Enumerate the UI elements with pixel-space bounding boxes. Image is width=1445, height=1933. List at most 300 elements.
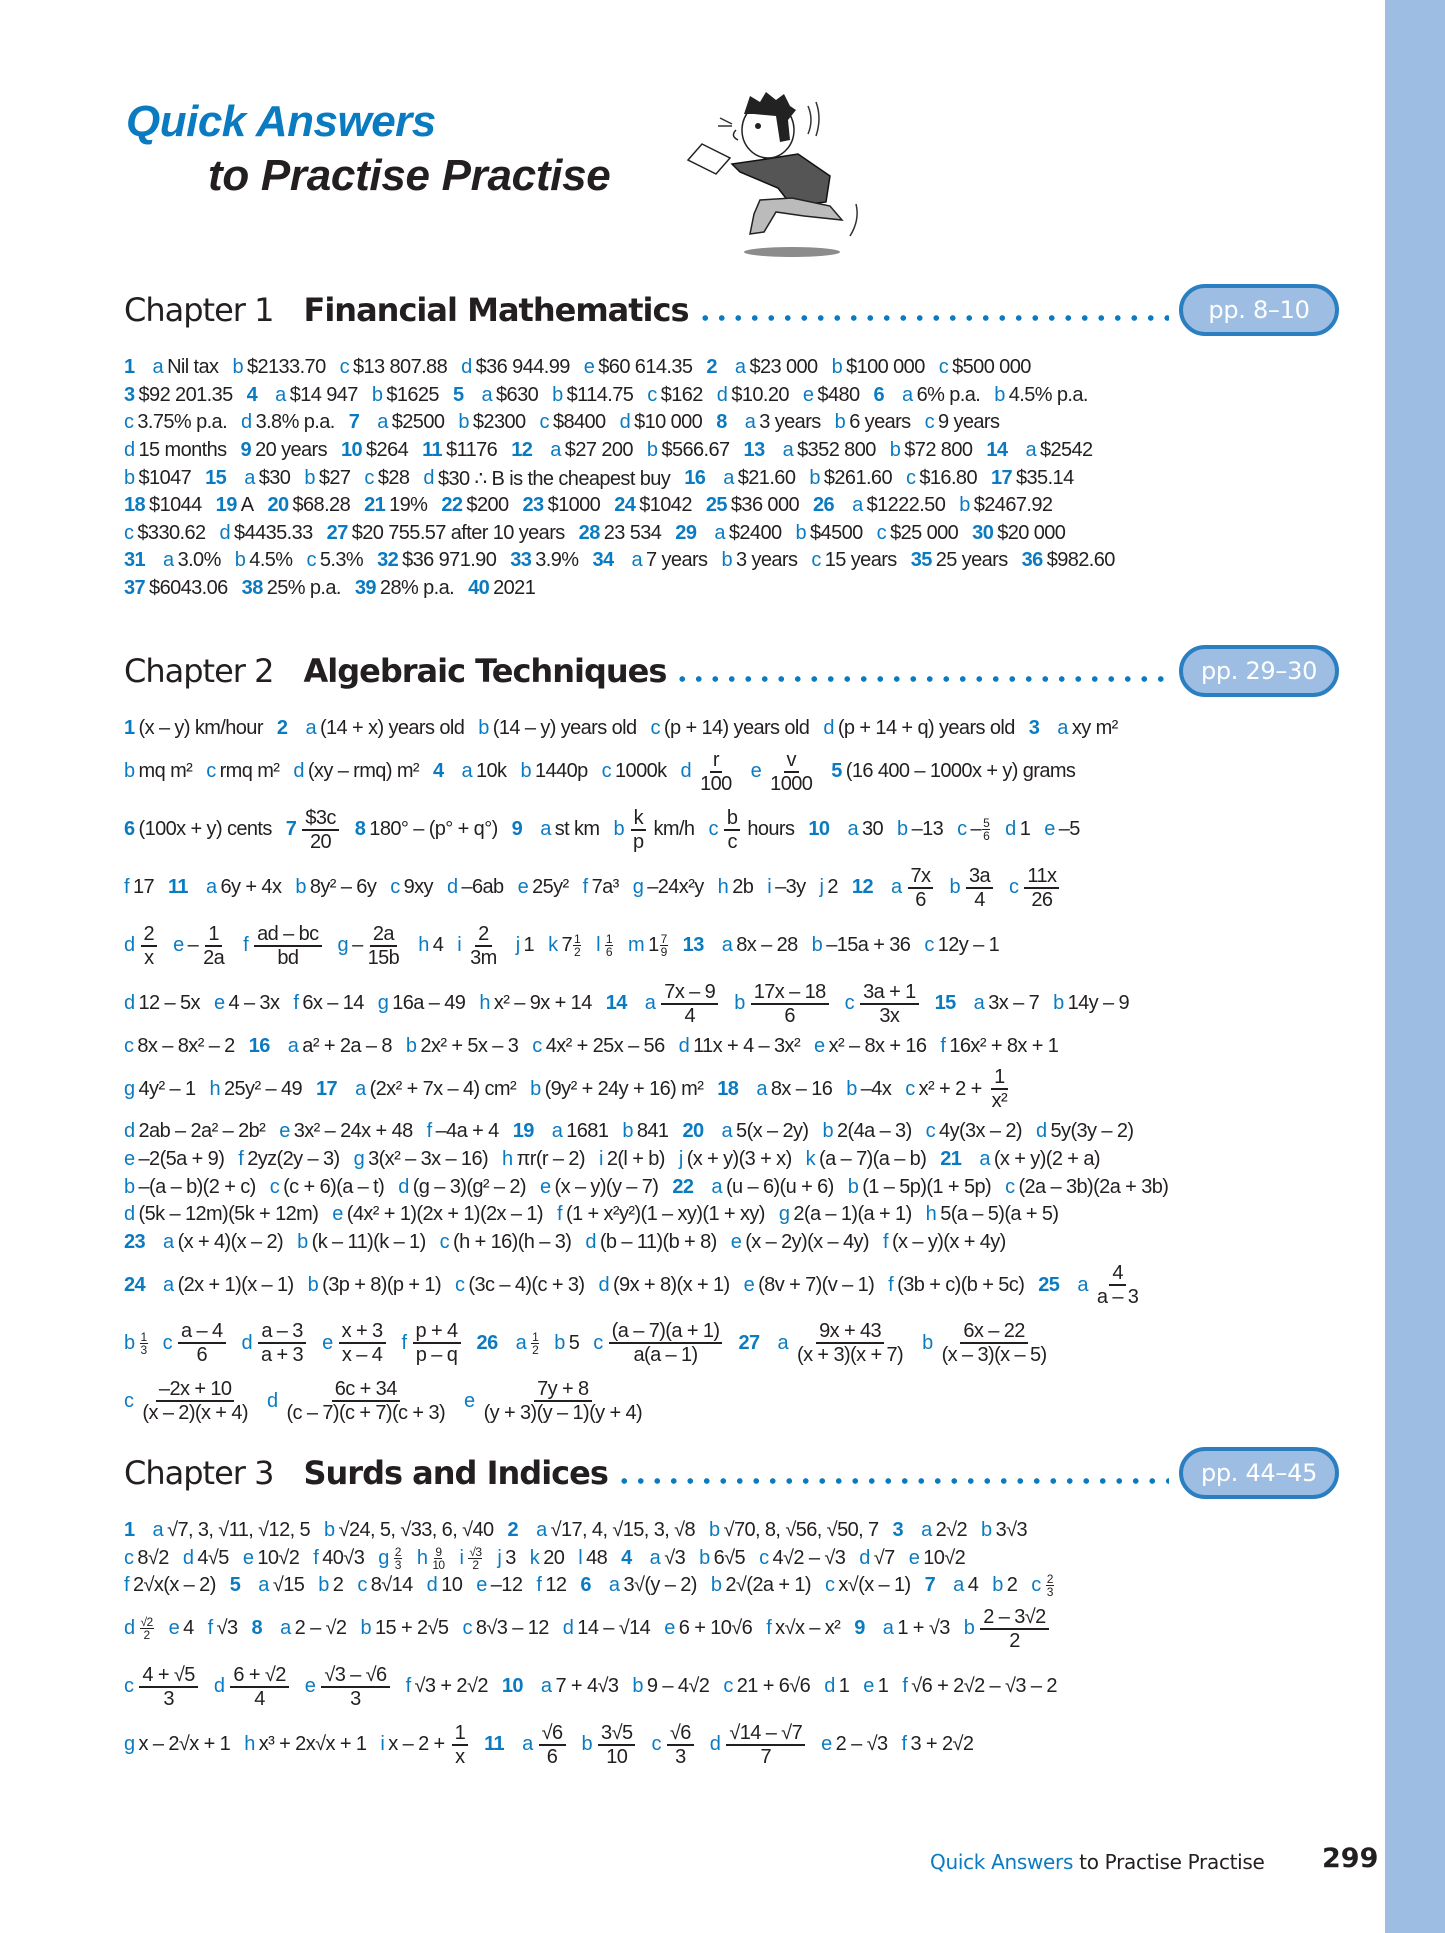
answer-text: 7a³ <box>591 876 619 899</box>
part-label: c <box>206 760 216 783</box>
answer-text: – <box>352 934 363 957</box>
part-label: a <box>890 876 902 899</box>
question-number: 12 <box>851 876 873 899</box>
question-number: 14 <box>986 439 1008 462</box>
answer-text: 5.3% <box>319 549 364 572</box>
part-label: a <box>902 383 913 406</box>
answer-text: 6y + 4x <box>220 876 282 899</box>
answer-text: 10√2 <box>923 1546 966 1569</box>
fraction-numerator: 6c + 34 <box>332 1378 400 1402</box>
question-number: 9 <box>854 1617 865 1640</box>
question-number: 11 <box>484 1733 505 1756</box>
fraction-denominator: 6 <box>546 1745 558 1768</box>
answer-text: $13 807.88 <box>353 356 448 379</box>
part-label: m <box>628 934 645 957</box>
answer-text: $60 614.35 <box>598 356 693 379</box>
answer-text: 3 years <box>759 411 821 434</box>
fraction-numerator: 1 <box>205 923 222 947</box>
part-label: b <box>1053 992 1064 1015</box>
answer-text: 2(4a – 3) <box>836 1120 912 1143</box>
part-label: e <box>242 1546 254 1569</box>
chapter-heading <box>124 280 1339 340</box>
answer-text: 2√x(x – 2) <box>132 1574 216 1597</box>
answer-text: $1044 <box>149 494 202 517</box>
answer-line <box>124 464 1339 492</box>
answer-text: $30 ∴ B is the cheapest buy <box>437 467 671 490</box>
answer-text: st km <box>554 818 600 841</box>
answer-text: 10k <box>476 760 507 783</box>
answer-text: A <box>240 494 254 517</box>
fraction-numerator: 9 <box>435 1544 442 1559</box>
part-label: c <box>339 356 349 379</box>
question-number: 6 <box>580 1574 591 1597</box>
footer-text: to Practise Practise <box>1073 1850 1265 1874</box>
part-label: f <box>207 1617 213 1640</box>
fraction-numerator: 6 + √2 <box>230 1664 288 1688</box>
part-label: a <box>782 439 794 462</box>
question-number: 37 <box>124 577 146 600</box>
answer-text: km/h <box>648 818 695 841</box>
part-label: f <box>940 1034 946 1057</box>
question-number: 20 <box>682 1120 704 1143</box>
part-label: a <box>777 1331 789 1354</box>
part-label: c <box>647 383 657 406</box>
fraction-denominator: 3 <box>163 1687 174 1710</box>
fraction-denominator: 3 <box>350 1687 361 1710</box>
answer-text: (1 + x²y²)(1 – xy)(1 + xy) <box>565 1203 765 1226</box>
answer-line <box>124 1173 1339 1201</box>
answer-text: $6043.06 <box>149 577 228 600</box>
fraction-numerator: 7x <box>908 865 934 889</box>
answer-line <box>124 1545 1339 1573</box>
answer-text: hours <box>742 818 795 841</box>
fraction-denominator: 2a <box>203 946 225 969</box>
chapter-number: Chapter 1 <box>124 291 274 329</box>
part-label: c <box>924 934 934 957</box>
fraction-numerator: 6x – 22 <box>960 1320 1027 1344</box>
part-label: c <box>439 1230 450 1253</box>
answer-text: 6 + 10√6 <box>678 1617 753 1640</box>
answer-text: mq m² <box>138 760 193 783</box>
part-label: b <box>530 1077 541 1100</box>
answer-line <box>124 1229 1339 1257</box>
answer-text: 28% p.a. <box>379 577 455 600</box>
part-label: e <box>821 1733 832 1756</box>
part-label: a <box>163 1230 174 1253</box>
fraction-numerator: 4 <box>1109 1262 1126 1286</box>
question-number: 16 <box>248 1034 270 1057</box>
inline-fraction <box>432 1546 444 1571</box>
part-label: d <box>124 1617 135 1640</box>
part-label: e <box>124 1148 135 1171</box>
answer-text: 12 – 5x <box>138 992 200 1015</box>
answer-text: 4.5% <box>249 549 293 572</box>
part-label: d <box>446 876 458 899</box>
answer-text: (5k – 12m)(5k + 12m) <box>138 1203 319 1226</box>
fraction <box>365 923 403 969</box>
part-label: e <box>908 1546 920 1569</box>
part-label: b <box>307 1273 319 1296</box>
part-label: c <box>723 1675 733 1698</box>
part-label: c <box>390 876 400 899</box>
part-label: e <box>730 1230 742 1253</box>
question-number: 13 <box>682 934 704 957</box>
answer-text: √24, 5, √33, 6, √40 <box>338 1519 494 1542</box>
chapter-section-3 <box>124 1443 1339 1774</box>
part-label: c <box>811 549 821 572</box>
part-label: g <box>377 992 389 1015</box>
part-label: b <box>981 1519 992 1542</box>
part-label: b <box>831 356 843 379</box>
answer-text: (x – 2y)(x – 4y) <box>745 1230 869 1253</box>
answer-line <box>124 859 1339 917</box>
part-label: b <box>360 1617 371 1640</box>
answer-text: $200 <box>466 494 509 517</box>
answer-text: 4√2 – √3 <box>772 1546 846 1569</box>
answer-text: 25 years <box>935 549 1008 572</box>
fraction-numerator: 1 <box>991 1066 1008 1090</box>
answer-text: (k – 11)(k – 1) <box>311 1230 426 1253</box>
answer-line <box>124 1256 1339 1314</box>
answer-text: – <box>187 934 199 957</box>
answer-line <box>124 1372 1339 1430</box>
fraction-numerator: v <box>784 749 799 773</box>
answer-text: 25y² – 49 <box>224 1077 303 1100</box>
part-label: f <box>238 1148 244 1171</box>
answer-text: $1222.50 <box>866 494 946 517</box>
answer-text: 10 <box>441 1574 463 1597</box>
answer-text: 5 <box>568 1331 580 1354</box>
question-number: 29 <box>675 521 697 544</box>
part-label: a <box>540 1675 552 1698</box>
fraction <box>767 749 815 795</box>
part-label: e <box>476 1574 487 1597</box>
fraction-numerator: 1 <box>574 932 581 947</box>
part-label: h <box>502 1148 513 1171</box>
answer-text: $10.20 <box>731 383 789 406</box>
part-label: b <box>318 1574 329 1597</box>
question-number: 21 <box>940 1148 962 1171</box>
question-number: 27 <box>326 521 348 544</box>
answer-text: 8√14 <box>370 1574 413 1597</box>
part-label: a <box>461 760 473 783</box>
part-label: a <box>152 356 164 379</box>
answers-block <box>124 1517 1339 1774</box>
answer-text: 15 months <box>138 439 227 462</box>
answer-text: $114.75 <box>566 383 634 406</box>
question-number: 32 <box>377 549 399 572</box>
part-label: a <box>608 1574 620 1597</box>
fraction <box>141 923 158 969</box>
fraction <box>980 1606 1048 1652</box>
fraction-numerator: 2 <box>475 923 492 947</box>
fraction-denominator: (c – 7)(c + 7)(c + 3) <box>286 1402 446 1425</box>
part-label: e <box>802 383 814 406</box>
chapter-number: Chapter 2 <box>124 652 274 690</box>
fraction-denominator: x <box>455 1745 465 1768</box>
part-label: a <box>721 1120 733 1143</box>
answer-text: 21 + 6√6 <box>736 1675 811 1698</box>
inline-fraction <box>468 1546 482 1571</box>
part-label: d <box>680 760 692 783</box>
part-label: b <box>554 1331 565 1354</box>
part-label: a <box>515 1331 527 1354</box>
part-label: f <box>901 1733 907 1756</box>
answer-text: (c + 6)(a – t) <box>283 1175 385 1198</box>
answer-text: 3.75% p.a. <box>137 411 228 434</box>
part-label: d <box>124 992 135 1015</box>
fraction-numerator: 1 <box>532 1329 539 1344</box>
answer-line <box>124 437 1339 465</box>
question-number: 23 <box>522 494 544 517</box>
answer-text: (8v + 7)(v – 1) <box>758 1273 875 1296</box>
chapter-title: Financial Mathematics <box>303 291 689 329</box>
answer-text: (4x² + 1)(2x + 1)(2x – 1) <box>346 1203 543 1226</box>
part-label: b <box>124 1175 135 1198</box>
question-number: 7 <box>348 411 360 434</box>
fraction <box>230 1664 288 1710</box>
part-label: l <box>596 934 600 957</box>
part-label: a <box>244 466 255 489</box>
fraction <box>989 1066 1010 1112</box>
part-label: f <box>124 876 129 899</box>
part-label: f <box>426 1120 432 1143</box>
question-number: 15 <box>934 992 956 1015</box>
part-label: b <box>622 1120 633 1143</box>
part-label: a <box>536 1519 547 1542</box>
question-number: 26 <box>476 1331 498 1354</box>
fraction <box>139 1664 197 1710</box>
answer-text: (x + 4)(x – 2) <box>177 1230 284 1253</box>
part-label: c <box>455 1273 465 1296</box>
fraction-numerator: 7y + 8 <box>534 1378 591 1402</box>
answer-text: (14 – y) years old <box>492 717 637 740</box>
part-label: a <box>355 1077 366 1100</box>
question-number: 24 <box>614 494 636 517</box>
fraction-denominator: 3x <box>879 1004 900 1027</box>
running-boy-illustration-icon <box>680 80 900 260</box>
part-label: c <box>269 1175 280 1198</box>
fraction <box>751 981 829 1027</box>
part-label: a <box>644 992 656 1015</box>
part-label: d <box>562 1617 574 1640</box>
answer-text: $16.80 <box>919 466 977 489</box>
part-label: d <box>124 934 135 957</box>
fraction-numerator: 9x + 43 <box>816 1320 884 1344</box>
answer-line <box>124 1118 1339 1146</box>
answer-text: $2500 <box>391 411 445 434</box>
part-label: b <box>699 1546 710 1569</box>
part-label: j <box>497 1546 502 1569</box>
part-label: d <box>213 1675 225 1698</box>
part-label: d <box>266 1389 278 1412</box>
answer-text: 7 <box>561 934 572 957</box>
question-number: 19 <box>512 1120 534 1143</box>
fraction-denominator: 6 <box>983 829 990 844</box>
answer-text: 3√3 <box>995 1519 1028 1542</box>
answer-text: 1681 <box>566 1120 609 1143</box>
part-label: c <box>824 1574 835 1597</box>
part-label: a <box>631 549 643 572</box>
answer-text: 4 – 3x <box>228 992 280 1015</box>
question-number: 18 <box>124 494 146 517</box>
answer-text: 180° – (p° + q°) <box>369 818 498 841</box>
part-label: b <box>963 1617 975 1640</box>
answer-text: 8√2 <box>137 1546 169 1569</box>
answer-text: xy m² <box>1071 717 1118 740</box>
page-title <box>126 96 610 204</box>
answer-text: $1042 <box>639 494 692 517</box>
fraction <box>609 1320 723 1366</box>
fraction-denominator: 1000 <box>770 772 813 795</box>
answer-text: 3.8% p.a. <box>255 411 335 434</box>
part-label: c <box>532 1034 542 1057</box>
part-label: f <box>293 992 299 1015</box>
part-label: d <box>426 1574 438 1597</box>
part-label: b <box>632 1675 643 1698</box>
part-label: b <box>709 1519 720 1542</box>
dot-leader <box>616 1477 1169 1485</box>
part-label: g <box>124 1733 135 1756</box>
part-label: f <box>882 1230 888 1253</box>
part-label: e <box>750 760 762 783</box>
part-label: a <box>979 1148 990 1171</box>
fraction <box>302 807 338 853</box>
answer-text: (2x + 1)(x – 1) <box>177 1273 294 1296</box>
answer-text: 15 + 2√5 <box>374 1617 449 1640</box>
answer-text: x³ + 2x√x + 1 <box>258 1733 367 1756</box>
question-number: 36 <box>1021 549 1043 572</box>
answer-text: 5y(3y – 2) <box>1050 1120 1134 1143</box>
answer-line <box>124 1517 1339 1545</box>
question-number: 27 <box>738 1331 760 1354</box>
part-label: a <box>649 1546 661 1569</box>
answer-text: (x + y)(2 + a) <box>993 1148 1100 1171</box>
fraction <box>321 1664 389 1710</box>
answer-text: (p + 14) years old <box>663 717 810 740</box>
part-label: d <box>619 411 631 434</box>
answer-text: (g – 3)(g² – 2) <box>412 1175 526 1198</box>
fraction <box>966 865 993 911</box>
part-label: f <box>405 1675 411 1698</box>
answer-text: $2400 <box>728 521 782 544</box>
question-number: 38 <box>241 577 263 600</box>
answer-text: (1 – 5p)(1 + 5p) <box>862 1175 992 1198</box>
part-label: b <box>710 1574 722 1597</box>
fraction-numerator: 2 – 3√2 <box>980 1606 1048 1630</box>
fraction <box>139 1378 251 1424</box>
fraction-denominator: (x – 2)(x + 4) <box>142 1402 248 1425</box>
part-label: e <box>279 1120 290 1143</box>
answer-text: x – 2 + <box>388 1733 450 1756</box>
fraction-denominator: x – 4 <box>341 1344 383 1367</box>
fraction-denominator: 2 <box>1009 1629 1020 1652</box>
fraction-denominator: 20 <box>310 830 332 853</box>
inline-fraction <box>573 933 581 958</box>
question-number: 3 <box>892 1519 904 1542</box>
part-label: b <box>811 934 823 957</box>
inline-fraction <box>982 817 990 842</box>
question-number: 24 <box>124 1273 146 1296</box>
part-label: f <box>536 1574 542 1597</box>
part-label: a <box>711 1175 722 1198</box>
part-label: a <box>152 1519 164 1542</box>
answer-text: $352 800 <box>797 439 876 462</box>
question-number: 40 <box>468 577 490 600</box>
answer-text: $566.67 <box>661 439 730 462</box>
part-label: d <box>219 521 231 544</box>
fraction-numerator: 2a <box>370 923 397 947</box>
question-number: 22 <box>441 494 463 517</box>
answer-text: 19% <box>389 494 428 517</box>
fraction <box>661 981 718 1027</box>
answer-text: –3y <box>775 876 806 899</box>
answer-text: (2a – 3b)(2a + 3b) <box>1018 1175 1169 1198</box>
part-label: j <box>515 934 520 957</box>
answer-text: 2x² + 5x – 3 <box>420 1034 519 1057</box>
fraction <box>254 923 321 969</box>
question-number: 2 <box>276 717 288 740</box>
question-number: 16 <box>684 466 706 489</box>
question-number: 7 <box>285 818 297 841</box>
answer-text: 1 <box>523 934 535 957</box>
fraction-numerator: (a – 7)(a + 1) <box>609 1320 723 1344</box>
page-title-line-1: Quick Answers <box>126 97 436 146</box>
fraction <box>258 1320 306 1366</box>
fraction <box>726 1722 805 1768</box>
chapter-section-2 <box>124 641 1339 1430</box>
part-label: k <box>805 1148 816 1171</box>
part-label: c <box>708 818 718 841</box>
answer-text: $630 <box>496 383 539 406</box>
answer-text: (2x² + 7x – 4) cm² <box>369 1077 517 1100</box>
question-number: 33 <box>510 549 532 572</box>
answer-text: 9xy <box>403 876 433 899</box>
part-label: f <box>313 1546 319 1569</box>
answer-text: 3 years <box>735 549 798 572</box>
answer-text: (16 400 – 1000x + y) grams <box>845 760 1076 783</box>
answer-text: 16x² + 8x + 1 <box>949 1034 1059 1057</box>
footer-accent-text: Quick Answers <box>930 1850 1074 1874</box>
answer-text: 2 <box>827 876 838 899</box>
fraction-denominator: 9 <box>660 945 667 960</box>
answer-text: $264 <box>366 439 409 462</box>
part-label: e <box>168 1617 180 1640</box>
answer-line <box>124 1716 1339 1774</box>
fraction-denominator: (y + 3)(y – 1)(y + 4) <box>483 1402 643 1425</box>
answer-text: 40√3 <box>322 1546 365 1569</box>
fraction-denominator: a + 3 <box>261 1344 304 1367</box>
part-label: i <box>598 1148 603 1171</box>
fraction <box>467 923 500 969</box>
part-label: g <box>632 876 644 899</box>
answer-text: x² – 8x + 16 <box>828 1034 927 1057</box>
part-label: c <box>124 1546 134 1569</box>
page-range-badge: pp. 44–45 <box>1179 1447 1339 1499</box>
answer-text: $261.60 <box>823 466 892 489</box>
chapter-heading <box>124 641 1339 701</box>
fraction <box>452 1722 469 1768</box>
answer-text: Nil tax <box>167 356 219 379</box>
question-number: 30 <box>972 521 994 544</box>
part-label: d <box>124 1203 135 1226</box>
part-label: b <box>324 1519 335 1542</box>
answer-text: √3 <box>664 1546 686 1569</box>
part-label: e <box>464 1389 475 1412</box>
fraction <box>630 807 647 853</box>
question-number: 10 <box>808 818 830 841</box>
part-label: a <box>734 356 746 379</box>
